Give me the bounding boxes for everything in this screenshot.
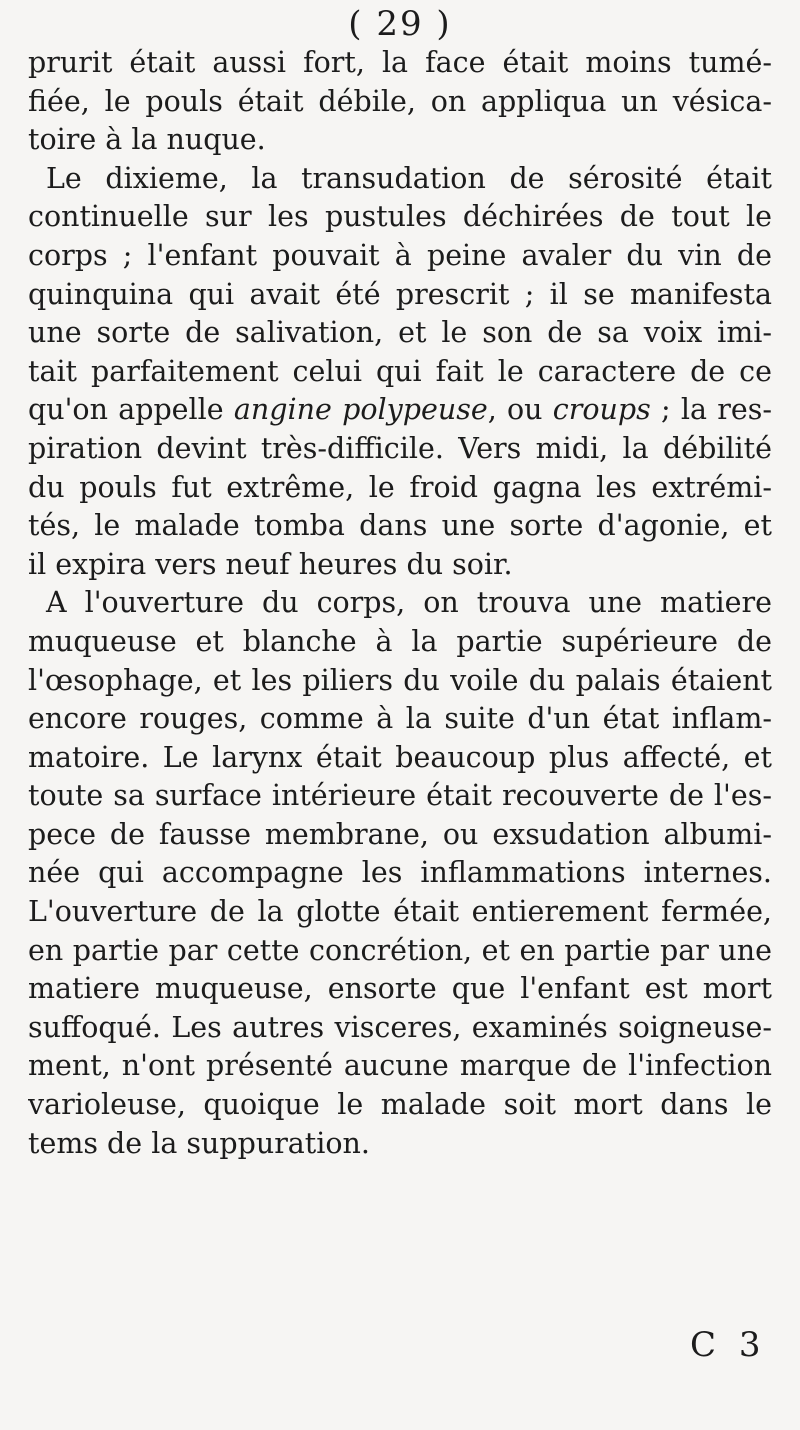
text-line: Le dixieme, la transudation de sérosité était — [46, 161, 772, 195]
text-line: encore rouges, comme à la suite d'un état inflam- — [28, 702, 772, 736]
text-line: L'ouverture de la glotte était entierement fermée, — [28, 895, 772, 929]
text-line: toute sa surface intérieure était recouverte de l'es- — [28, 779, 772, 813]
text-line: tés, le malade tomba dans une sorte d'agonie, et — [28, 509, 772, 543]
text-line: l'œsophage, et les piliers du voile du palais étaient — [28, 663, 772, 697]
signature-mark: C 3 — [690, 1325, 767, 1365]
text-line: prurit était aussi fort, la face était moins tumé- — [28, 46, 772, 79]
text-span: , ou — [487, 393, 553, 427]
text-line — [28, 391, 772, 430]
text-span: ; la res- — [650, 393, 772, 427]
text-line: une sorte de salivation, et le son de sa voix imi- — [28, 316, 772, 350]
text-line: piration devint très-difficile. Vers midi, la débilité — [28, 431, 772, 465]
text-line: tait parfaitement celui qui fait le caractere de ce — [28, 354, 772, 388]
text-line: muqueuse et blanche à la partie supérieure de — [28, 624, 772, 658]
text-line: toire à la nuque. — [28, 123, 266, 157]
text-line: varioleuse, quoique le malade soit mort dans le — [28, 1088, 772, 1122]
text-line: A l'ouverture du corps, on trouva une matiere — [46, 586, 772, 620]
text-line: continuelle sur les pustules déchirées de tout le — [28, 200, 772, 234]
body-text — [28, 44, 772, 1163]
text-line: fiée, le pouls était débile, on appliqua un vésica- — [28, 84, 772, 118]
text-line: née qui accompagne les inflammations internes. — [28, 856, 772, 890]
italic-term: angine polypeuse — [233, 393, 488, 427]
italic-term: croups — [552, 393, 651, 427]
text-line: matiere muqueuse, ensorte que l'enfant est mort — [28, 972, 772, 1006]
text-line: ment, n'ont présenté aucune marque de l'infection — [28, 1049, 772, 1083]
page-number: ( 29 ) — [348, 4, 452, 44]
text-line: du pouls fut extrême, le froid gagna les extrémi- — [28, 470, 772, 504]
text-line: en partie par cette concrétion, et en partie par une — [28, 933, 772, 967]
text-span: qu'on appelle — [28, 393, 234, 427]
text-line: corps ; l'enfant pouvait à peine avaler du vin de — [28, 238, 772, 272]
text-line: matoire. Le larynx était beaucoup plus affecté, et — [28, 740, 772, 774]
text-line: suffoqué. Les autres visceres, examinés soigneuse- — [28, 1010, 772, 1044]
text-line: pece de fausse membrane, ou exsudation albumi- — [28, 817, 772, 851]
text-line: tems de la suppuration. — [28, 1126, 370, 1160]
text-line: il expira vers neuf heures du soir. — [28, 547, 513, 581]
text-line: quinquina qui avait été prescrit ; il se manifesta — [28, 277, 772, 311]
